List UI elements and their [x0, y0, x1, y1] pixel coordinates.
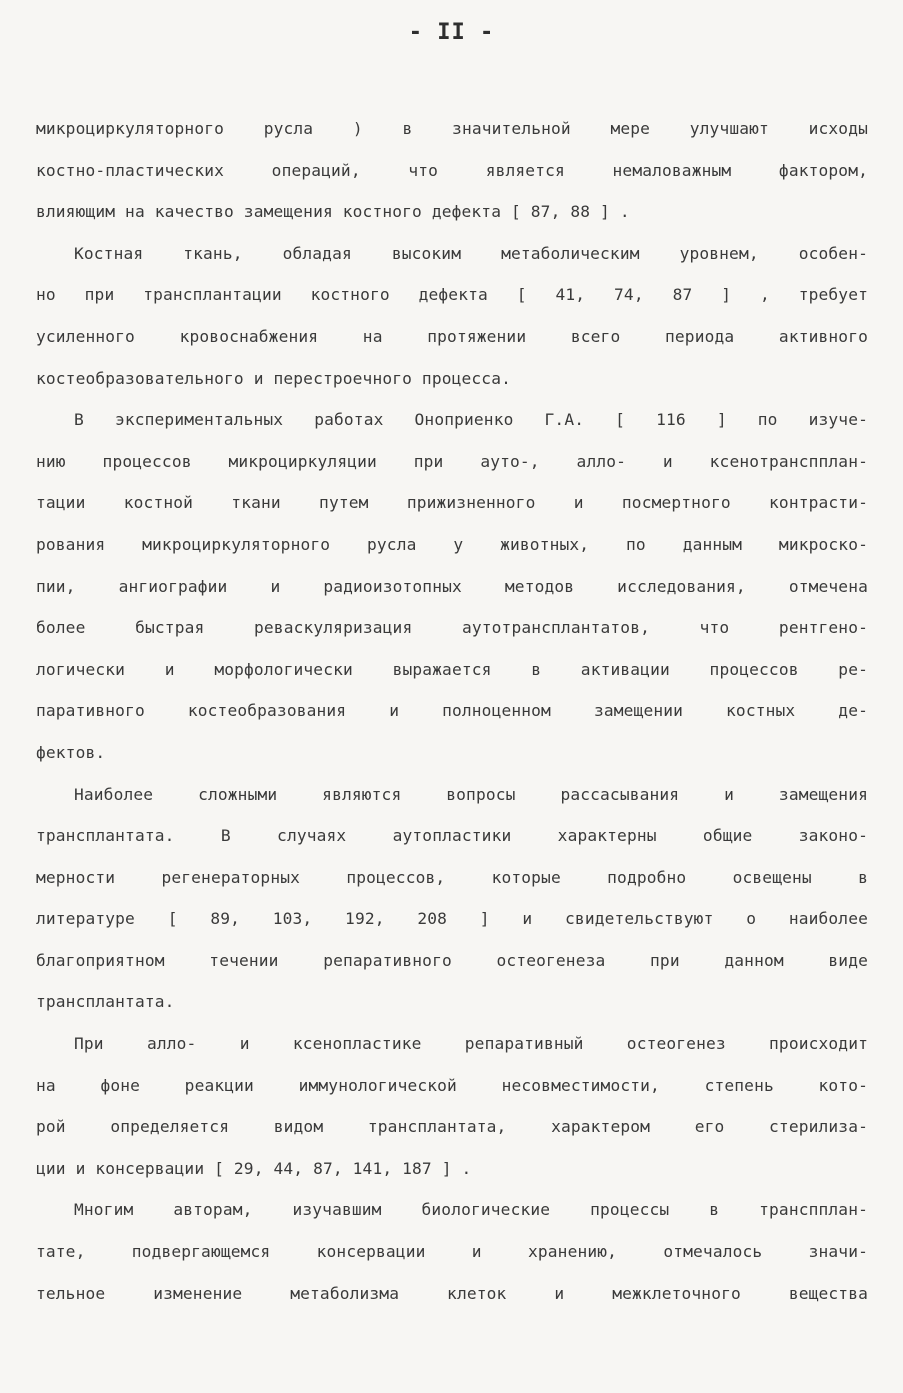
text-line: тации костной ткани путем прижизненного и посмертного контрасти- — [36, 493, 868, 513]
text-line: тате, подвергающемся консервации и хранению, отмечалось значи- — [36, 1242, 868, 1262]
text-line: паративного костеобразования и полноценном замещении костных де- — [36, 701, 868, 721]
text-line: логически и морфологически выражается в активации процессов ре- — [36, 659, 868, 679]
text-line: При алло- и ксенопластике репаративный остеогенез происходит — [74, 1034, 868, 1054]
text-line: микроциркуляторного русла ) в значительной мере улучшают исходы — [36, 119, 868, 138]
text-line: литературе [ 89, 103, 192, 208 ] и свидетельствуют о наиболее — [36, 909, 868, 929]
text-line: усиленного кровоснабжения на протяжении всего периода активного — [36, 326, 868, 346]
text-line: рой определяется видом трансплантата, характером его стерилиза- — [36, 1117, 868, 1137]
text-line: ции и консервации [ 29, 44, 87, 141, 187 ] . — [36, 1158, 472, 1178]
text-line: мерности регенераторных процессов, которые подробно освещены в — [36, 867, 868, 887]
paragraph-1 — [36, 108, 868, 233]
text-line: тельное изменение метаболизма клеток и межклеточного вещества — [36, 1283, 868, 1303]
text-line: нию процессов микроциркуляции при ауто-, алло- и ксенотранспплан- — [36, 451, 868, 471]
paragraph-5 — [36, 1023, 868, 1189]
text-line: пии, ангиографии и радиоизотопных методов исследования, отмечена — [36, 576, 868, 596]
text-line: на фоне реакции иммунологической несовместимости, степень кото- — [36, 1075, 868, 1095]
paragraph-4 — [36, 774, 868, 1024]
text-line: фектов. — [36, 742, 106, 762]
text-line: костеобразовательного и перестроечного процесса. — [36, 368, 511, 388]
text-line: трансплантата. В случаях аутопластики характерны общие законо- — [36, 826, 868, 846]
text-line: рования микроциркуляторного русла у животных, по данным микроско- — [36, 534, 868, 554]
page-number: - II - — [408, 20, 495, 45]
text-line: Костная ткань, обладая высоким метаболическим уровнем, особен- — [74, 243, 868, 263]
text-line: благоприятном течении репаративного остеогенеза при данном виде — [36, 950, 868, 970]
paragraph-6 — [36, 1189, 868, 1314]
text-line: влияющим на качество замещения костного дефекта [ 87, 88 ] . — [36, 202, 630, 222]
text-line: трансплантата. — [36, 992, 175, 1012]
text-line: Многим авторам, изучавшим биологические процессы в транспплан- — [74, 1200, 868, 1220]
paragraph-3 — [36, 399, 868, 773]
body-text — [36, 108, 868, 1314]
paragraph-2 — [36, 233, 868, 399]
text-line: костно-пластических операций, что является немаловажным фактором, — [36, 160, 868, 180]
text-line: Наиболее сложными являются вопросы рассасывания и замещения — [74, 784, 868, 804]
text-line: более быстрая реваскуляризация аутотрансплантатов, что рентгено- — [36, 618, 868, 638]
text-line: но при трансплантации костного дефекта [ 41, 74, 87 ] , требует — [36, 285, 868, 305]
text-line: В экспериментальных работах Оноприенко Г.А. [ 116 ] по изуче- — [74, 410, 868, 430]
